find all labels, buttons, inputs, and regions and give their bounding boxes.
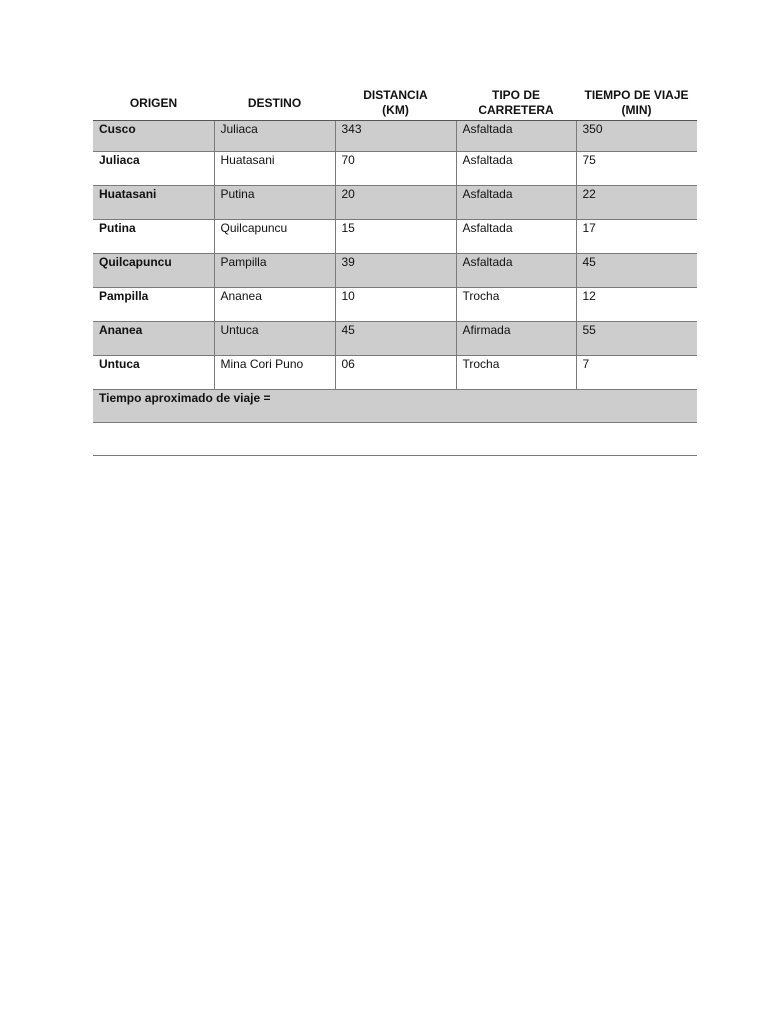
blank-row <box>93 423 697 456</box>
table-row <box>93 220 697 254</box>
table-row <box>93 152 697 186</box>
cell-destino: Mina Cori Puno <box>214 356 335 390</box>
cell-tipo: Trocha <box>456 288 576 322</box>
cell-destino: Putina <box>214 186 335 220</box>
cell-tipo: Trocha <box>456 356 576 390</box>
header-row <box>93 86 697 121</box>
cell-distancia: 39 <box>335 254 456 288</box>
table-row <box>93 121 697 152</box>
cell-origen: Untuca <box>93 356 214 390</box>
cell-distancia: 10 <box>335 288 456 322</box>
cell-destino: Quilcapuncu <box>214 220 335 254</box>
cell-tipo: Asfaltada <box>456 220 576 254</box>
header-distancia-label: DISTANCIA <box>363 88 428 102</box>
header-tipo-label: TIPO DE <box>491 88 540 102</box>
cell-tipo: Asfaltada <box>456 121 576 152</box>
table-row <box>93 186 697 220</box>
cell-tiempo: 12 <box>576 288 697 322</box>
header-distancia-unit: (KM) <box>382 103 409 117</box>
cell-tipo: Afirmada <box>456 322 576 356</box>
header-destino-label: DESTINO <box>247 95 302 110</box>
header-origen-label: ORIGEN <box>129 95 178 110</box>
table-row <box>93 322 697 356</box>
table-body <box>93 121 697 456</box>
cell-distancia: 45 <box>335 322 456 356</box>
cell-distancia: 343 <box>335 121 456 152</box>
total-time-label: Tiempo aproximado de viaje = <box>93 390 697 423</box>
cell-origen: Huatasani <box>93 186 214 220</box>
cell-distancia: 20 <box>335 186 456 220</box>
cell-distancia: 06 <box>335 356 456 390</box>
cell-destino: Pampilla <box>214 254 335 288</box>
cell-origen: Cusco <box>93 121 214 152</box>
header-tipo <box>456 86 576 121</box>
cell-tiempo: 22 <box>576 186 697 220</box>
cell-tiempo: 55 <box>576 322 697 356</box>
table-header <box>93 86 697 121</box>
table-row <box>93 254 697 288</box>
cell-destino: Untuca <box>214 322 335 356</box>
cell-distancia: 15 <box>335 220 456 254</box>
header-distancia <box>335 86 456 121</box>
total-time-row <box>93 390 697 423</box>
cell-tiempo: 45 <box>576 254 697 288</box>
cell-tipo: Asfaltada <box>456 152 576 186</box>
cell-tiempo: 17 <box>576 220 697 254</box>
table-row <box>93 288 697 322</box>
cell-tiempo: 7 <box>576 356 697 390</box>
blank-cell <box>93 423 697 456</box>
table-row <box>93 356 697 390</box>
cell-tipo: Asfaltada <box>456 254 576 288</box>
cell-origen: Juliaca <box>93 152 214 186</box>
cell-destino: Juliaca <box>214 121 335 152</box>
header-destino <box>214 86 335 121</box>
header-origen <box>93 86 214 121</box>
cell-distancia: 70 <box>335 152 456 186</box>
header-tipo-label-2: CARRETERA <box>478 103 554 117</box>
cell-origen: Putina <box>93 220 214 254</box>
cell-origen: Ananea <box>93 322 214 356</box>
cell-tipo: Asfaltada <box>456 186 576 220</box>
cell-origen: Pampilla <box>93 288 214 322</box>
cell-destino: Ananea <box>214 288 335 322</box>
travel-route-table <box>93 86 697 456</box>
cell-destino: Huatasani <box>214 152 335 186</box>
cell-tiempo: 350 <box>576 121 697 152</box>
cell-origen: Quilcapuncu <box>93 254 214 288</box>
header-tiempo <box>576 86 697 121</box>
header-tiempo-unit: (MIN) <box>621 103 652 117</box>
cell-tiempo: 75 <box>576 152 697 186</box>
header-tiempo-label: TIEMPO DE VIAJE <box>584 88 689 102</box>
